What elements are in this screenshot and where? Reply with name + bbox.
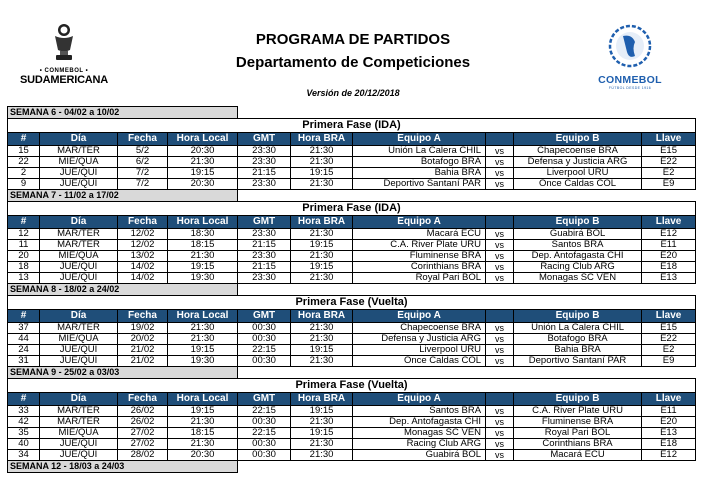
gmt-time: 00:30: [238, 450, 291, 461]
gmt-time: 23:30: [238, 146, 291, 157]
column-header-match-day: Día: [40, 216, 118, 229]
local-time: 20:30: [168, 450, 238, 461]
match-number: 42: [8, 417, 40, 428]
bra-time: 21:30: [291, 229, 353, 240]
team-b: Deportivo Santaní PAR: [514, 356, 642, 367]
vs-label: vs: [486, 251, 514, 262]
team-b: Monagas SC VEN: [514, 273, 642, 284]
bra-time: 21:30: [291, 417, 353, 428]
vs-label: vs: [486, 334, 514, 345]
column-header-team-a: Equipo A: [353, 133, 486, 146]
match-date: 27/02: [118, 428, 168, 439]
match-row: [8, 345, 696, 356]
bra-time: 21:30: [291, 179, 353, 190]
vs-label: vs: [486, 262, 514, 273]
column-header-local-time: Hora Local: [168, 393, 238, 406]
column-header-bra-time: Hora BRA: [291, 310, 353, 323]
vs-label: vs: [486, 240, 514, 251]
local-time: 18:30: [168, 229, 238, 240]
local-time: 19:15: [168, 406, 238, 417]
gmt-time: 23:30: [238, 229, 291, 240]
team-a: Santos BRA: [353, 406, 486, 417]
column-header-match-date: Fecha: [118, 216, 168, 229]
logo-wordmark: CONMEBOL: [598, 74, 662, 86]
team-a: Chapecoense BRA: [353, 323, 486, 334]
match-number: 13: [8, 273, 40, 284]
bracket-key: E15: [642, 146, 696, 157]
bracket-key: E12: [642, 229, 696, 240]
bracket-key: E15: [642, 323, 696, 334]
match-day: JUE/QUI: [40, 262, 118, 273]
match-date: 28/02: [118, 450, 168, 461]
match-date: 6/2: [118, 157, 168, 168]
bracket-key: E22: [642, 157, 696, 168]
local-time: 19:15: [168, 345, 238, 356]
week-header-row: [8, 107, 696, 119]
week-spacer: [238, 284, 696, 296]
gmt-time: 00:30: [238, 323, 291, 334]
week-label: SEMANA 12 - 18/03 a 24/03: [8, 461, 238, 473]
match-number: 33: [8, 406, 40, 417]
week-label: SEMANA 6 - 04/02 a 10/02: [8, 107, 238, 119]
schedule-table: [7, 106, 696, 473]
column-header-gmt-time: GMT: [238, 310, 291, 323]
match-date: 7/2: [118, 168, 168, 179]
bracket-key: E13: [642, 428, 696, 439]
column-header-match-number: #: [8, 393, 40, 406]
match-number: 37: [8, 323, 40, 334]
match-date: 12/02: [118, 229, 168, 240]
match-number: 35: [8, 428, 40, 439]
match-row: [8, 406, 696, 417]
local-time: 21:30: [168, 323, 238, 334]
match-number: 12: [8, 229, 40, 240]
team-a: Dep. Antofagasta CHI: [353, 417, 486, 428]
match-date: 27/02: [118, 439, 168, 450]
match-day: MAR/TER: [40, 323, 118, 334]
match-row: [8, 334, 696, 345]
local-time: 21:30: [168, 439, 238, 450]
match-row: [8, 240, 696, 251]
bra-time: 21:30: [291, 157, 353, 168]
team-b: Fluminense BRA: [514, 417, 642, 428]
team-a: Guabirá BOL: [353, 450, 486, 461]
team-a: Macará ECU: [353, 229, 486, 240]
vs-label: vs: [486, 417, 514, 428]
vs-label: vs: [486, 450, 514, 461]
match-schedule: [7, 106, 695, 473]
team-a: Fluminense BRA: [353, 251, 486, 262]
team-a: Royal Pari BOL: [353, 273, 486, 284]
match-number: 40: [8, 439, 40, 450]
bra-time: 21:30: [291, 273, 353, 284]
column-header-team-a: Equipo A: [353, 216, 486, 229]
team-b: Racing Club ARG: [514, 262, 642, 273]
team-a: Monagas SC VEN: [353, 428, 486, 439]
column-header-local-time: Hora Local: [168, 133, 238, 146]
match-number: 18: [8, 262, 40, 273]
week-header-row: [8, 367, 696, 379]
match-number: 20: [8, 251, 40, 262]
gmt-time: 00:30: [238, 334, 291, 345]
page-title: PROGRAMA DE PARTIDOS: [255, 31, 451, 48]
column-header-team-b: Equipo B: [514, 133, 642, 146]
bracket-key: E11: [642, 240, 696, 251]
bra-time: 19:15: [291, 406, 353, 417]
column-header-match-date: Fecha: [118, 310, 168, 323]
bracket-key: E20: [642, 251, 696, 262]
match-number: 15: [8, 146, 40, 157]
match-date: 12/02: [118, 240, 168, 251]
phase-title: Primera Fase (Vuelta): [8, 379, 696, 393]
column-header-vs-label: [486, 133, 514, 146]
column-header-bra-time: Hora BRA: [291, 393, 353, 406]
match-day: JUE/QUI: [40, 179, 118, 190]
match-number: 24: [8, 345, 40, 356]
local-time: 19:15: [168, 262, 238, 273]
vs-label: vs: [486, 179, 514, 190]
column-header-bracket-key: Llave: [642, 393, 696, 406]
match-date: 26/02: [118, 417, 168, 428]
match-row: [8, 417, 696, 428]
column-header-bracket-key: Llave: [642, 310, 696, 323]
bra-time: 21:30: [291, 450, 353, 461]
match-number: 9: [8, 179, 40, 190]
vs-label: vs: [486, 439, 514, 450]
logo-tagline: FÚTBOL DESDE 1916: [608, 86, 652, 90]
phase-row: [8, 119, 696, 133]
column-header-gmt-time: GMT: [238, 393, 291, 406]
column-header-team-b: Equipo B: [514, 393, 642, 406]
team-a: Once Caldas COL: [353, 356, 486, 367]
column-header-match-number: #: [8, 216, 40, 229]
match-day: MAR/TER: [40, 240, 118, 251]
bracket-key: E2: [642, 168, 696, 179]
match-row: [8, 439, 696, 450]
match-day: MIE/QUA: [40, 251, 118, 262]
column-header-local-time: Hora Local: [168, 310, 238, 323]
team-b: C.A. River Plate URU: [514, 406, 642, 417]
bra-time: 19:15: [291, 428, 353, 439]
match-number: 11: [8, 240, 40, 251]
local-time: 21:30: [168, 334, 238, 345]
match-date: 13/02: [118, 251, 168, 262]
column-header-vs-label: [486, 393, 514, 406]
match-day: MIE/QUA: [40, 428, 118, 439]
match-date: 14/02: [118, 262, 168, 273]
bracket-key: E12: [642, 450, 696, 461]
team-b: Defensa y Justicia ARG: [514, 157, 642, 168]
bra-time: 21:30: [291, 334, 353, 345]
team-a: Unión La Calera CHIL: [353, 146, 486, 157]
gmt-time: 00:30: [238, 417, 291, 428]
match-number: 44: [8, 334, 40, 345]
match-day: MAR/TER: [40, 229, 118, 240]
local-time: 21:30: [168, 157, 238, 168]
bracket-key: E9: [642, 179, 696, 190]
local-time: 19:30: [168, 356, 238, 367]
team-b: Liverpool URU: [514, 168, 642, 179]
week-header-row: [8, 284, 696, 296]
bracket-key: E13: [642, 273, 696, 284]
local-time: 18:15: [168, 240, 238, 251]
column-header-match-day: Día: [40, 133, 118, 146]
match-number: 31: [8, 356, 40, 367]
match-day: JUE/QUI: [40, 345, 118, 356]
vs-label: vs: [486, 428, 514, 439]
phase-title: Primera Fase (IDA): [8, 119, 696, 133]
column-header-match-number: #: [8, 310, 40, 323]
phase-row: [8, 202, 696, 216]
column-header-match-date: Fecha: [118, 133, 168, 146]
team-b: Botafogo BRA: [514, 334, 642, 345]
match-day: MAR/TER: [40, 406, 118, 417]
vs-label: vs: [486, 356, 514, 367]
bracket-key: E18: [642, 262, 696, 273]
bracket-key: E11: [642, 406, 696, 417]
version-label: Versión de 20/12/2018: [306, 88, 400, 98]
local-time: 19:30: [168, 273, 238, 284]
phase-title: Primera Fase (IDA): [8, 202, 696, 216]
column-header-row: [8, 216, 696, 229]
match-day: MIE/QUA: [40, 157, 118, 168]
team-a: Racing Club ARG: [353, 439, 486, 450]
match-day: MAR/TER: [40, 146, 118, 157]
week-spacer: [238, 190, 696, 202]
gmt-time: 00:30: [238, 439, 291, 450]
team-b: Bahia BRA: [514, 345, 642, 356]
team-b: Santos BRA: [514, 240, 642, 251]
bra-time: 19:15: [291, 262, 353, 273]
column-header-row: [8, 133, 696, 146]
week-label: SEMANA 9 - 25/02 a 03/03: [8, 367, 238, 379]
gmt-time: 21:15: [238, 262, 291, 273]
gmt-time: 21:15: [238, 240, 291, 251]
match-date: 26/02: [118, 406, 168, 417]
vs-label: vs: [486, 345, 514, 356]
vs-label: vs: [486, 323, 514, 334]
column-header-match-day: Día: [40, 310, 118, 323]
bra-time: 21:30: [291, 146, 353, 157]
match-row: [8, 251, 696, 262]
vs-label: vs: [486, 229, 514, 240]
column-header-vs-label: [486, 216, 514, 229]
bra-time: 21:30: [291, 323, 353, 334]
match-row: [8, 262, 696, 273]
match-date: 5/2: [118, 146, 168, 157]
bra-time: 21:30: [291, 251, 353, 262]
match-row: [8, 428, 696, 439]
local-time: 20:30: [168, 179, 238, 190]
bra-time: 21:30: [291, 356, 353, 367]
match-day: JUE/QUI: [40, 168, 118, 179]
column-header-match-day: Día: [40, 393, 118, 406]
column-header-vs-label: [486, 310, 514, 323]
match-number: 22: [8, 157, 40, 168]
column-header-row: [8, 393, 696, 406]
team-a: Defensa y Justicia ARG: [353, 334, 486, 345]
week-header-row: [8, 190, 696, 202]
gmt-time: 22:15: [238, 406, 291, 417]
column-header-local-time: Hora Local: [168, 216, 238, 229]
column-header-match-number: #: [8, 133, 40, 146]
gmt-time: 23:30: [238, 157, 291, 168]
match-day: MAR/TER: [40, 417, 118, 428]
bracket-key: E18: [642, 439, 696, 450]
phase-title: Primera Fase (Vuelta): [8, 296, 696, 310]
week-spacer: [238, 461, 696, 473]
match-date: 21/02: [118, 356, 168, 367]
team-b: Chapecoense BRA: [514, 146, 642, 157]
bracket-key: E9: [642, 356, 696, 367]
week-label: SEMANA 8 - 18/02 a 24/02: [8, 284, 238, 296]
globe-icon: [608, 24, 652, 68]
match-row: [8, 157, 696, 168]
conmebol-logo: [590, 24, 670, 90]
gmt-time: 23:30: [238, 251, 291, 262]
team-a: Bahia BRA: [353, 168, 486, 179]
gmt-time: 00:30: [238, 356, 291, 367]
match-date: 21/02: [118, 345, 168, 356]
vs-label: vs: [486, 406, 514, 417]
match-row: [8, 323, 696, 334]
bra-time: 19:15: [291, 168, 353, 179]
match-number: 34: [8, 450, 40, 461]
match-number: 2: [8, 168, 40, 179]
match-date: 19/02: [118, 323, 168, 334]
column-header-bra-time: Hora BRA: [291, 133, 353, 146]
team-b: Macará ECU: [514, 450, 642, 461]
column-header-team-b: Equipo B: [514, 216, 642, 229]
vs-label: vs: [486, 157, 514, 168]
vs-label: vs: [486, 273, 514, 284]
team-b: Guabirá BOL: [514, 229, 642, 240]
local-time: 18:15: [168, 428, 238, 439]
week-label: SEMANA 7 - 11/02 a 17/02: [8, 190, 238, 202]
column-header-team-b: Equipo B: [514, 310, 642, 323]
column-header-team-a: Equipo A: [353, 310, 486, 323]
match-row: [8, 146, 696, 157]
team-a: Botafogo BRA: [353, 157, 486, 168]
team-a: Liverpool URU: [353, 345, 486, 356]
match-row: [8, 450, 696, 461]
column-header-gmt-time: GMT: [238, 133, 291, 146]
week-header-row: [8, 461, 696, 473]
match-row: [8, 273, 696, 284]
local-time: 21:30: [168, 251, 238, 262]
bra-time: 19:15: [291, 240, 353, 251]
logo-caption: • CONMEBOL •: [39, 68, 89, 74]
bra-time: 21:30: [291, 439, 353, 450]
local-time: 19:15: [168, 168, 238, 179]
gmt-time: 22:15: [238, 428, 291, 439]
column-header-bra-time: Hora BRA: [291, 216, 353, 229]
match-date: 7/2: [118, 179, 168, 190]
column-header-bracket-key: Llave: [642, 216, 696, 229]
team-a: Deportivo Santaní PAR: [353, 179, 486, 190]
local-time: 20:30: [168, 146, 238, 157]
match-date: 14/02: [118, 273, 168, 284]
match-row: [8, 168, 696, 179]
match-row: [8, 179, 696, 190]
week-spacer: [238, 367, 696, 379]
column-header-match-date: Fecha: [118, 393, 168, 406]
local-time: 21:30: [168, 417, 238, 428]
match-row: [8, 229, 696, 240]
logo-wordmark: SUDAMERICANA: [20, 74, 109, 86]
page-subtitle: Departamento de Competiciones: [235, 54, 471, 71]
phase-row: [8, 379, 696, 393]
match-date: 20/02: [118, 334, 168, 345]
week-spacer: [238, 107, 696, 119]
vs-label: vs: [486, 146, 514, 157]
column-header-bracket-key: Llave: [642, 133, 696, 146]
gmt-time: 22:15: [238, 345, 291, 356]
match-row: [8, 356, 696, 367]
team-b: Dep. Antofagasta CHI: [514, 251, 642, 262]
bracket-key: E20: [642, 417, 696, 428]
bracket-key: E22: [642, 334, 696, 345]
match-day: JUE/QUI: [40, 450, 118, 461]
column-header-team-a: Equipo A: [353, 393, 486, 406]
team-b: Corinthians BRA: [514, 439, 642, 450]
team-a: Corinthians BRA: [353, 262, 486, 273]
column-header-row: [8, 310, 696, 323]
match-day: JUE/QUI: [40, 439, 118, 450]
vs-label: vs: [486, 168, 514, 179]
column-header-gmt-time: GMT: [238, 216, 291, 229]
bracket-key: E2: [642, 345, 696, 356]
phase-row: [8, 296, 696, 310]
team-a: C.A. River Plate URU: [353, 240, 486, 251]
match-day: JUE/QUI: [40, 273, 118, 284]
gmt-time: 23:30: [238, 179, 291, 190]
team-b: Royal Pari BOL: [514, 428, 642, 439]
gmt-time: 23:30: [238, 273, 291, 284]
gmt-time: 21:15: [238, 168, 291, 179]
match-day: JUE/QUI: [40, 356, 118, 367]
team-b: Unión La Calera CHIL: [514, 323, 642, 334]
match-day: MIE/QUA: [40, 334, 118, 345]
bra-time: 19:15: [291, 345, 353, 356]
team-b: Once Caldas COL: [514, 179, 642, 190]
